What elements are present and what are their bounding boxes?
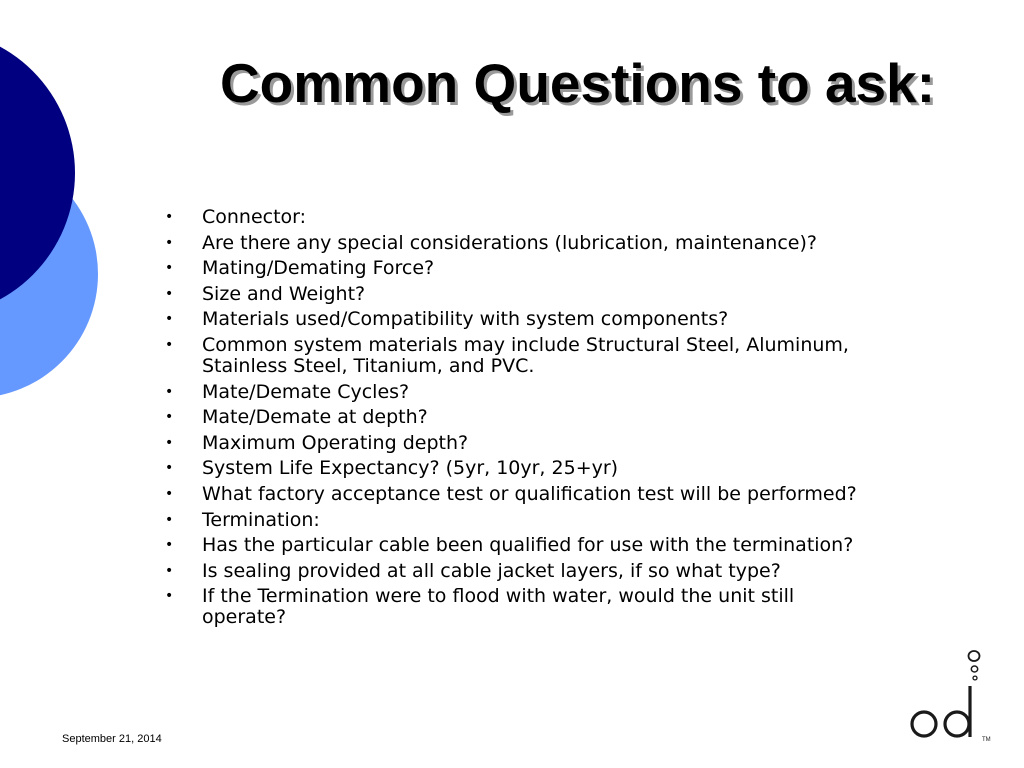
bullet-item xyxy=(165,284,965,310)
bullet-text: Mating/Demating Force? xyxy=(202,257,435,280)
bullet-text: Size and Weight? xyxy=(202,282,366,305)
bullet-item xyxy=(165,407,965,433)
logo-bubble-medium xyxy=(971,666,977,672)
od-logo xyxy=(905,648,1005,748)
bullet-marker: • xyxy=(165,234,174,251)
bullet-text: Is sealing provided at all cable jacket layers, if so what type? xyxy=(202,559,781,582)
bullet-marker: • xyxy=(165,485,174,502)
bullet-marker: • xyxy=(165,311,174,328)
bullet-marker: • xyxy=(165,588,174,605)
bullet-text: Mate/Demate Cycles? xyxy=(202,380,410,403)
bullet-item xyxy=(165,433,965,459)
bullet-item xyxy=(165,233,965,259)
slide-title: Common Questions to ask: xyxy=(219,52,936,114)
logo-bubble-large xyxy=(969,651,980,661)
bullet-text: If the Termination were to flood with water, would the unit still operate? xyxy=(202,585,795,629)
bullet-marker: • xyxy=(165,336,174,353)
bullet-item xyxy=(165,458,965,484)
logo-trademark: TM xyxy=(982,737,991,743)
logo-letter-o xyxy=(912,712,936,736)
bullet-marker: • xyxy=(165,434,174,451)
bullet-text: Termination: xyxy=(202,508,320,531)
bullet-item xyxy=(165,586,965,633)
bullet-text: Has the particular cable been qualified for use with the termination? xyxy=(202,534,854,557)
bullet-marker: • xyxy=(165,285,174,302)
bullet-text: Maximum Operating depth? xyxy=(202,431,469,454)
bullet-text: Materials used/Compatibility with system components? xyxy=(202,308,729,331)
bullet-item xyxy=(165,561,965,587)
bullet-text: Are there any special considerations (lubrication, maintenance)? xyxy=(202,231,817,254)
bullet-item xyxy=(165,535,965,561)
logo-letter-d-bowl xyxy=(945,712,969,736)
bullet-marker: • xyxy=(165,562,174,579)
bullet-marker: • xyxy=(165,460,174,477)
bullet-item xyxy=(165,207,965,233)
bullet-text: What factory acceptance test or qualification test will be performed? xyxy=(202,482,857,505)
bullet-marker: • xyxy=(165,537,174,554)
bullet-item xyxy=(165,382,965,408)
bullet-marker: • xyxy=(165,383,174,400)
bullet-item xyxy=(165,335,965,382)
bullet-marker: • xyxy=(165,260,174,277)
bullet-text: Connector: xyxy=(202,206,307,228)
bullet-item xyxy=(165,510,965,536)
bullet-item xyxy=(165,258,965,284)
bullet-list xyxy=(165,207,965,633)
bullet-text: System Life Expectancy? (5yr, 10yr, 25+yr) xyxy=(202,457,619,480)
bullet-marker: • xyxy=(165,409,174,426)
footer-date: September 21, 2014 xyxy=(62,733,162,745)
bullet-marker: • xyxy=(165,511,174,528)
bullet-text: Mate/Demate at depth? xyxy=(202,406,428,429)
bullet-marker: • xyxy=(165,209,174,225)
logo-bubble-small xyxy=(973,676,977,680)
bullet-item xyxy=(165,484,965,510)
bullet-text: Common system materials may include Structural Steel, Aluminum, Stainless Steel, Titanium, and PVC. xyxy=(202,333,849,377)
bullet-item xyxy=(165,309,965,335)
